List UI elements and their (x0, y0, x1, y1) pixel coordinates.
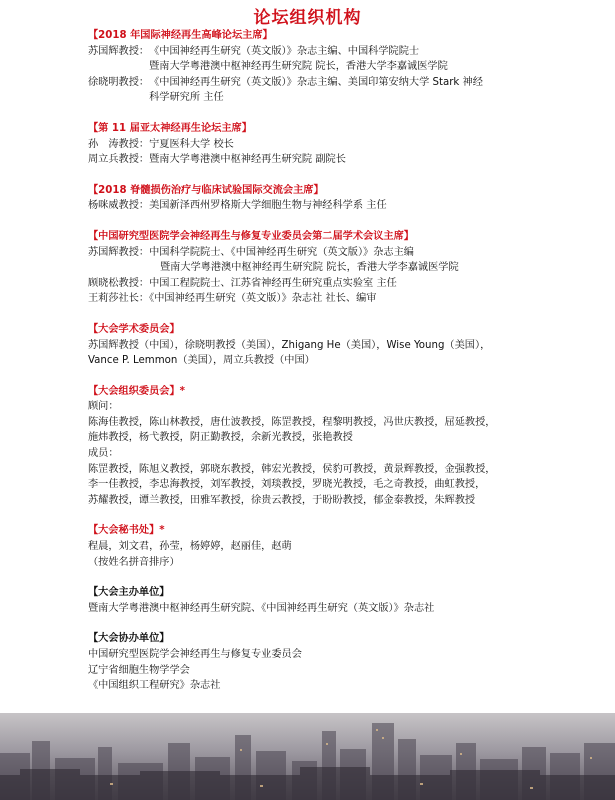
entry-line: 王莉莎社长：《中国神经再生研究（英文版）》杂志社 社长、编审 (88, 293, 377, 305)
section-heading: 【大会组织委员会】* (88, 385, 186, 397)
members-label: 成员： (88, 448, 119, 460)
entry-line: 辽宁省细胞生物学学会 (88, 664, 190, 676)
organization-content (88, 28, 608, 709)
section-host-organizers (88, 585, 608, 616)
entry-line: 《中国神经再生研究（英文版）》杂志主编、美国印第安纳大学 Stark 神经 (149, 76, 483, 88)
section-heading: 【2018 脊髓损伤治疗与临床试验国际交流会主席】 (88, 184, 324, 196)
entry-line: 科学研究所 主任 (149, 92, 224, 104)
section-heading: 【中国研究型医院学会神经再生与修复专业委员会第二届学术会议主席】 (88, 230, 414, 242)
section-asia-pacific-chairs (88, 121, 608, 168)
section-sci-chairs (88, 183, 608, 214)
entry-line: 李一佳教授，李忠海教授，刘军教授，刘琰教授，罗晓光教授，毛之奇教授，曲虹教授， (88, 479, 486, 491)
entry-name: 徐晓明教授： (88, 76, 150, 88)
entry-line: 苏耀教授，谭兰教授，田雅军教授，徐贵云教授，于盼盼教授，郁金泰教授，朱辉教授 (88, 494, 476, 506)
entry-line: 施炜教授，杨弋教授，阴正勤教授，余新光教授，张艳教授 (88, 432, 353, 444)
section-heading: 【大会学术委员会】 (88, 323, 180, 335)
entry-line: 陈罡教授，陈旭义教授，郭晓东教授，韩宏光教授，侯豹可教授，黄景辉教授，金强教授， (88, 463, 496, 475)
skyline-illustration (0, 713, 615, 800)
entry-line: 《中国神经再生研究（英文版）》杂志主编、中国科学院院士 (149, 45, 420, 57)
section-heading: 【大会主办单位】 (88, 587, 170, 599)
chair-entry (88, 75, 608, 106)
section-secretariat (88, 523, 608, 570)
entry-line: 苏国辉教授（中国），徐晓明教授（美国），Zhigang He（美国），Wise Young（美国）， (88, 339, 491, 351)
entry-line: 周立兵教授：暨南大学粤港澳中枢神经再生研究院 副院长 (88, 154, 346, 166)
entry-line: 暨南大学粤港澳中枢神经再生研究院、《中国神经再生研究（英文版）》杂志社 (88, 602, 435, 614)
section-co-organizers (88, 631, 608, 693)
entry-line: 暨南大学粤港澳中枢神经再生研究院 院长，香港大学李嘉诚医学院 (149, 61, 448, 73)
city-skyline-image (0, 713, 615, 800)
entry-line: 顾晓松教授：中国工程院院士、江苏省神经再生研究重点实验室 主任 (88, 277, 397, 289)
section-heading: 【2018 年国际神经再生高峰论坛主席】 (88, 30, 273, 41)
section-heading: 【大会协办单位】 (88, 633, 170, 645)
entry-line: （按姓名拼音排序） (88, 556, 180, 568)
entry-line: 杨咪威教授：美国新泽西州罗格斯大学细胞生物与神经科学系 主任 (88, 200, 387, 212)
section-organizing-committee (88, 384, 608, 509)
section-association-chairs (88, 229, 608, 307)
page-title: 论坛组织机构 (253, 8, 362, 28)
entry-name: 苏国辉教授： (88, 45, 150, 57)
entry-line: 陈海佳教授，陈山林教授，唐仕波教授，陈罡教授，程黎明教授，冯世庆教授，屈延教授， (88, 416, 496, 428)
entry-line: 程晨，刘文君，孙莹，杨婷婷，赵丽佳，赵萌 (88, 541, 292, 553)
chair-entry (88, 44, 608, 75)
advisors-label: 顾问： (88, 401, 119, 413)
entry-line: 暨南大学粤港澳中枢神经再生研究院 院长，香港大学李嘉诚医学院 (160, 262, 459, 274)
section-heading: 【第 11 届亚太神经再生论坛主席】 (88, 122, 252, 134)
section-summit-chairs (88, 28, 608, 106)
entry-line: Vance P. Lemmon（美国），周立兵教授（中国） (88, 355, 315, 367)
section-academic-committee (88, 322, 608, 369)
entry-line: 孙 涛教授：宁夏医科大学 校长 (88, 138, 234, 150)
entry-line: 中国研究型医院学会神经再生与修复专业委员会 (88, 649, 302, 660)
entry-line: 《中国组织工程研究》杂志社 (88, 680, 221, 692)
section-heading: 【大会秘书处】* (88, 525, 165, 537)
entry-line: 苏国辉教授：中国科学院院士、《中国神经再生研究（英文版）》杂志主编 (88, 246, 414, 258)
